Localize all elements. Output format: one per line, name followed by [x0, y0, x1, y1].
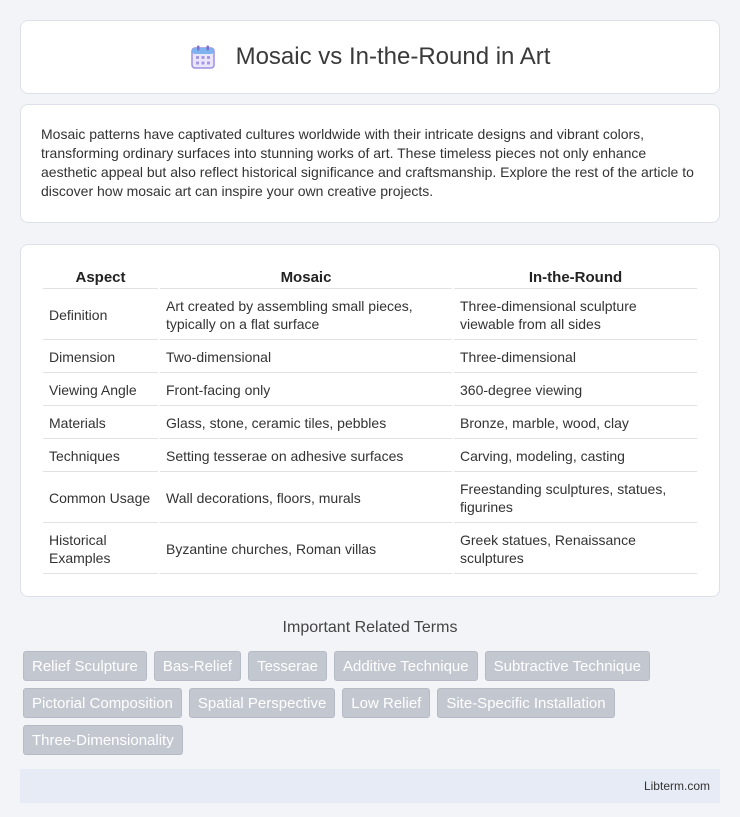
cell-in-the-round: Greek statues, Renaissance sculptures	[454, 525, 697, 574]
footer	[20, 769, 720, 803]
header-mosaic: Mosaic	[160, 267, 452, 289]
table-row	[43, 525, 697, 574]
cell-mosaic: Setting tesserae on adhesive surfaces	[160, 441, 452, 472]
cell-mosaic: Wall decorations, floors, murals	[160, 474, 452, 523]
cell-aspect: Common Usage	[43, 474, 158, 523]
intro-card	[20, 104, 720, 223]
related-term-tag[interactable]: Site-Specific Installation	[437, 688, 614, 718]
intro-text: Mosaic patterns have captivated cultures worldwide with their intricate designs and vibrant colors, transforming ordinary surfaces into stunning works of art. These timeless pieces not only enhance aesthetic appeal but also reflect historical significance and craftsmanship. Explore the rest of the article to discover how mosaic art can inspire your own creative projects.	[41, 126, 694, 199]
cell-mosaic: Front-facing only	[160, 375, 452, 406]
title-card	[20, 20, 720, 94]
related-terms-list	[20, 637, 720, 755]
related-term-tag[interactable]: Three-Dimensionality	[23, 725, 183, 755]
table-row	[43, 474, 697, 523]
related-term-tag[interactable]: Relief Sculpture	[23, 651, 147, 681]
related-term-tag[interactable]: Bas-Relief	[154, 651, 241, 681]
comparison-table-card	[20, 244, 720, 597]
table-row	[43, 291, 697, 340]
cell-in-the-round: Three-dimensional	[454, 342, 697, 373]
cell-mosaic: Glass, stone, ceramic tiles, pebbles	[160, 408, 452, 439]
cell-aspect: Viewing Angle	[43, 375, 158, 406]
table-row	[43, 408, 697, 439]
footer-brand-link[interactable]: Libterm.com	[643, 779, 710, 793]
cell-in-the-round: Freestanding sculptures, statues, figurines	[454, 474, 697, 523]
page-title: Mosaic vs In-the-Round in Art	[235, 43, 551, 70]
table-row	[43, 441, 697, 472]
cell-mosaic: Art created by assembling small pieces, typically on a flat surface	[160, 291, 452, 340]
cell-in-the-round: Bronze, marble, wood, clay	[454, 408, 697, 439]
cell-aspect: Materials	[43, 408, 158, 439]
related-term-tag[interactable]: Spatial Perspective	[189, 688, 335, 718]
cell-mosaic: Two-dimensional	[160, 342, 452, 373]
related-term-tag[interactable]: Pictorial Composition	[23, 688, 182, 718]
table-row	[43, 375, 697, 406]
calendar-icon	[190, 44, 216, 70]
related-term-tag[interactable]: Tesserae	[248, 651, 327, 681]
cell-in-the-round: 360-degree viewing	[454, 375, 697, 406]
cell-aspect: Dimension	[43, 342, 158, 373]
related-term-tag[interactable]: Subtractive Technique	[485, 651, 650, 681]
related-term-tag[interactable]: Low Relief	[342, 688, 430, 718]
table-header-row	[43, 267, 697, 289]
header-aspect: Aspect	[43, 267, 158, 289]
related-terms-title: Important Related Terms	[282, 619, 458, 636]
cell-in-the-round: Three-dimensional sculpture viewable from all sides	[454, 291, 697, 340]
comparison-table	[41, 265, 699, 576]
cell-aspect: Historical Examples	[43, 525, 158, 574]
cell-in-the-round: Carving, modeling, casting	[454, 441, 697, 472]
cell-aspect: Definition	[43, 291, 158, 340]
header-in-the-round: In-the-Round	[454, 267, 697, 289]
cell-mosaic: Byzantine churches, Roman villas	[160, 525, 452, 574]
table-row	[43, 342, 697, 373]
related-term-tag[interactable]: Additive Technique	[334, 651, 478, 681]
cell-aspect: Techniques	[43, 441, 158, 472]
